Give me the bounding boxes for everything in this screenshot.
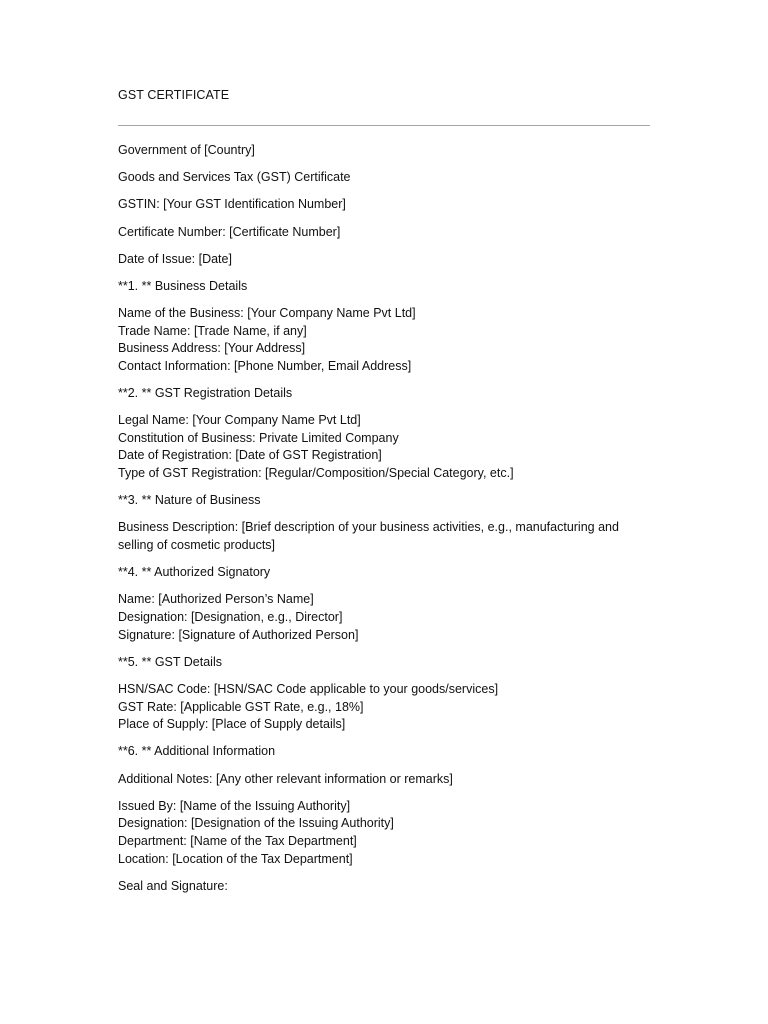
business-description-block [118, 519, 654, 554]
section-heading-business-details: **1. ** Business Details [118, 278, 248, 293]
gst-details-block [118, 681, 654, 734]
issuer-designation-line: Designation: [Designation of the Issuing Authority] [118, 816, 394, 831]
issued-by-line: Issued By: [Name of the Issuing Authority] [118, 798, 351, 813]
constitution-line: Constitution of Business: Private Limited Company [118, 430, 399, 445]
business-description-line: Business Description: [Brief description of your business activities, e.g., manufacturing and selling of cosmetic products] [118, 520, 619, 553]
registration-type-line: Type of GST Registration: [Regular/Composition/Special Category, etc.] [118, 466, 514, 481]
hsn-sac-code-line: HSN/SAC Code: [HSN/SAC Code applicable to your goods/services] [118, 681, 499, 696]
certificate-number-line: Certificate Number: [Certificate Number] [118, 224, 341, 239]
gstin-line: GSTIN: [Your GST Identification Number] [118, 197, 346, 212]
government-line: Government of [Country] [118, 143, 255, 157]
seal-and-signature-block [118, 878, 654, 896]
business-name-line: Name of the Business: [Your Company Name Pvt Ltd] [118, 306, 416, 321]
gst-registration-details-block [118, 412, 654, 482]
section-heading-additional-information: **6. ** Additional Information [118, 744, 276, 759]
issuer-block [118, 798, 654, 868]
business-details-block [118, 305, 654, 375]
section-heading-gst-registration-details: **2. ** GST Registration Details [118, 386, 293, 401]
date-of-registration-line: Date of Registration: [Date of GST Registration] [118, 448, 382, 463]
additional-notes-block [118, 771, 654, 789]
signatory-name-line: Name: [Authorized Person’s Name] [118, 592, 314, 607]
additional-notes-line: Additional Notes: [Any other relevant information or remarks] [118, 771, 453, 786]
authorized-signatory-block [118, 591, 654, 644]
signatory-designation-line: Designation: [Designation, e.g., Director] [118, 610, 343, 624]
issuer-location-line: Location: [Location of the Tax Department] [118, 851, 353, 866]
issuer-department-line: Department: [Name of the Tax Department] [118, 833, 357, 848]
title-divider [118, 125, 650, 126]
legal-name-line: Legal Name: [Your Company Name Pvt Ltd] [118, 413, 361, 428]
section-heading-authorized-signatory: **4. ** Authorized Signatory [118, 565, 271, 580]
document-title: GST CERTIFICATE [118, 88, 230, 102]
gst-rate-line: GST Rate: [Applicable GST Rate, e.g., 18%] [118, 699, 364, 714]
certificate-type-line: Goods and Services Tax (GST) Certificate [118, 170, 351, 185]
seal-and-signature-line: Seal and Signature: [118, 878, 228, 893]
section-heading-gst-details: **5. ** GST Details [118, 654, 222, 669]
trade-name-line: Trade Name: [Trade Name, if any] [118, 323, 307, 338]
contact-information-line: Contact Information: [Phone Number, Email Address] [118, 358, 412, 373]
business-address-line: Business Address: [Your Address] [118, 341, 306, 356]
place-of-supply-line: Place of Supply: [Place of Supply details] [118, 717, 346, 732]
date-of-issue-line: Date of Issue: [Date] [118, 251, 232, 266]
document-body [118, 142, 654, 905]
signatory-signature-line: Signature: [Signature of Authorized Person] [118, 627, 359, 642]
section-heading-nature-of-business: **3. ** Nature of Business [118, 493, 261, 508]
